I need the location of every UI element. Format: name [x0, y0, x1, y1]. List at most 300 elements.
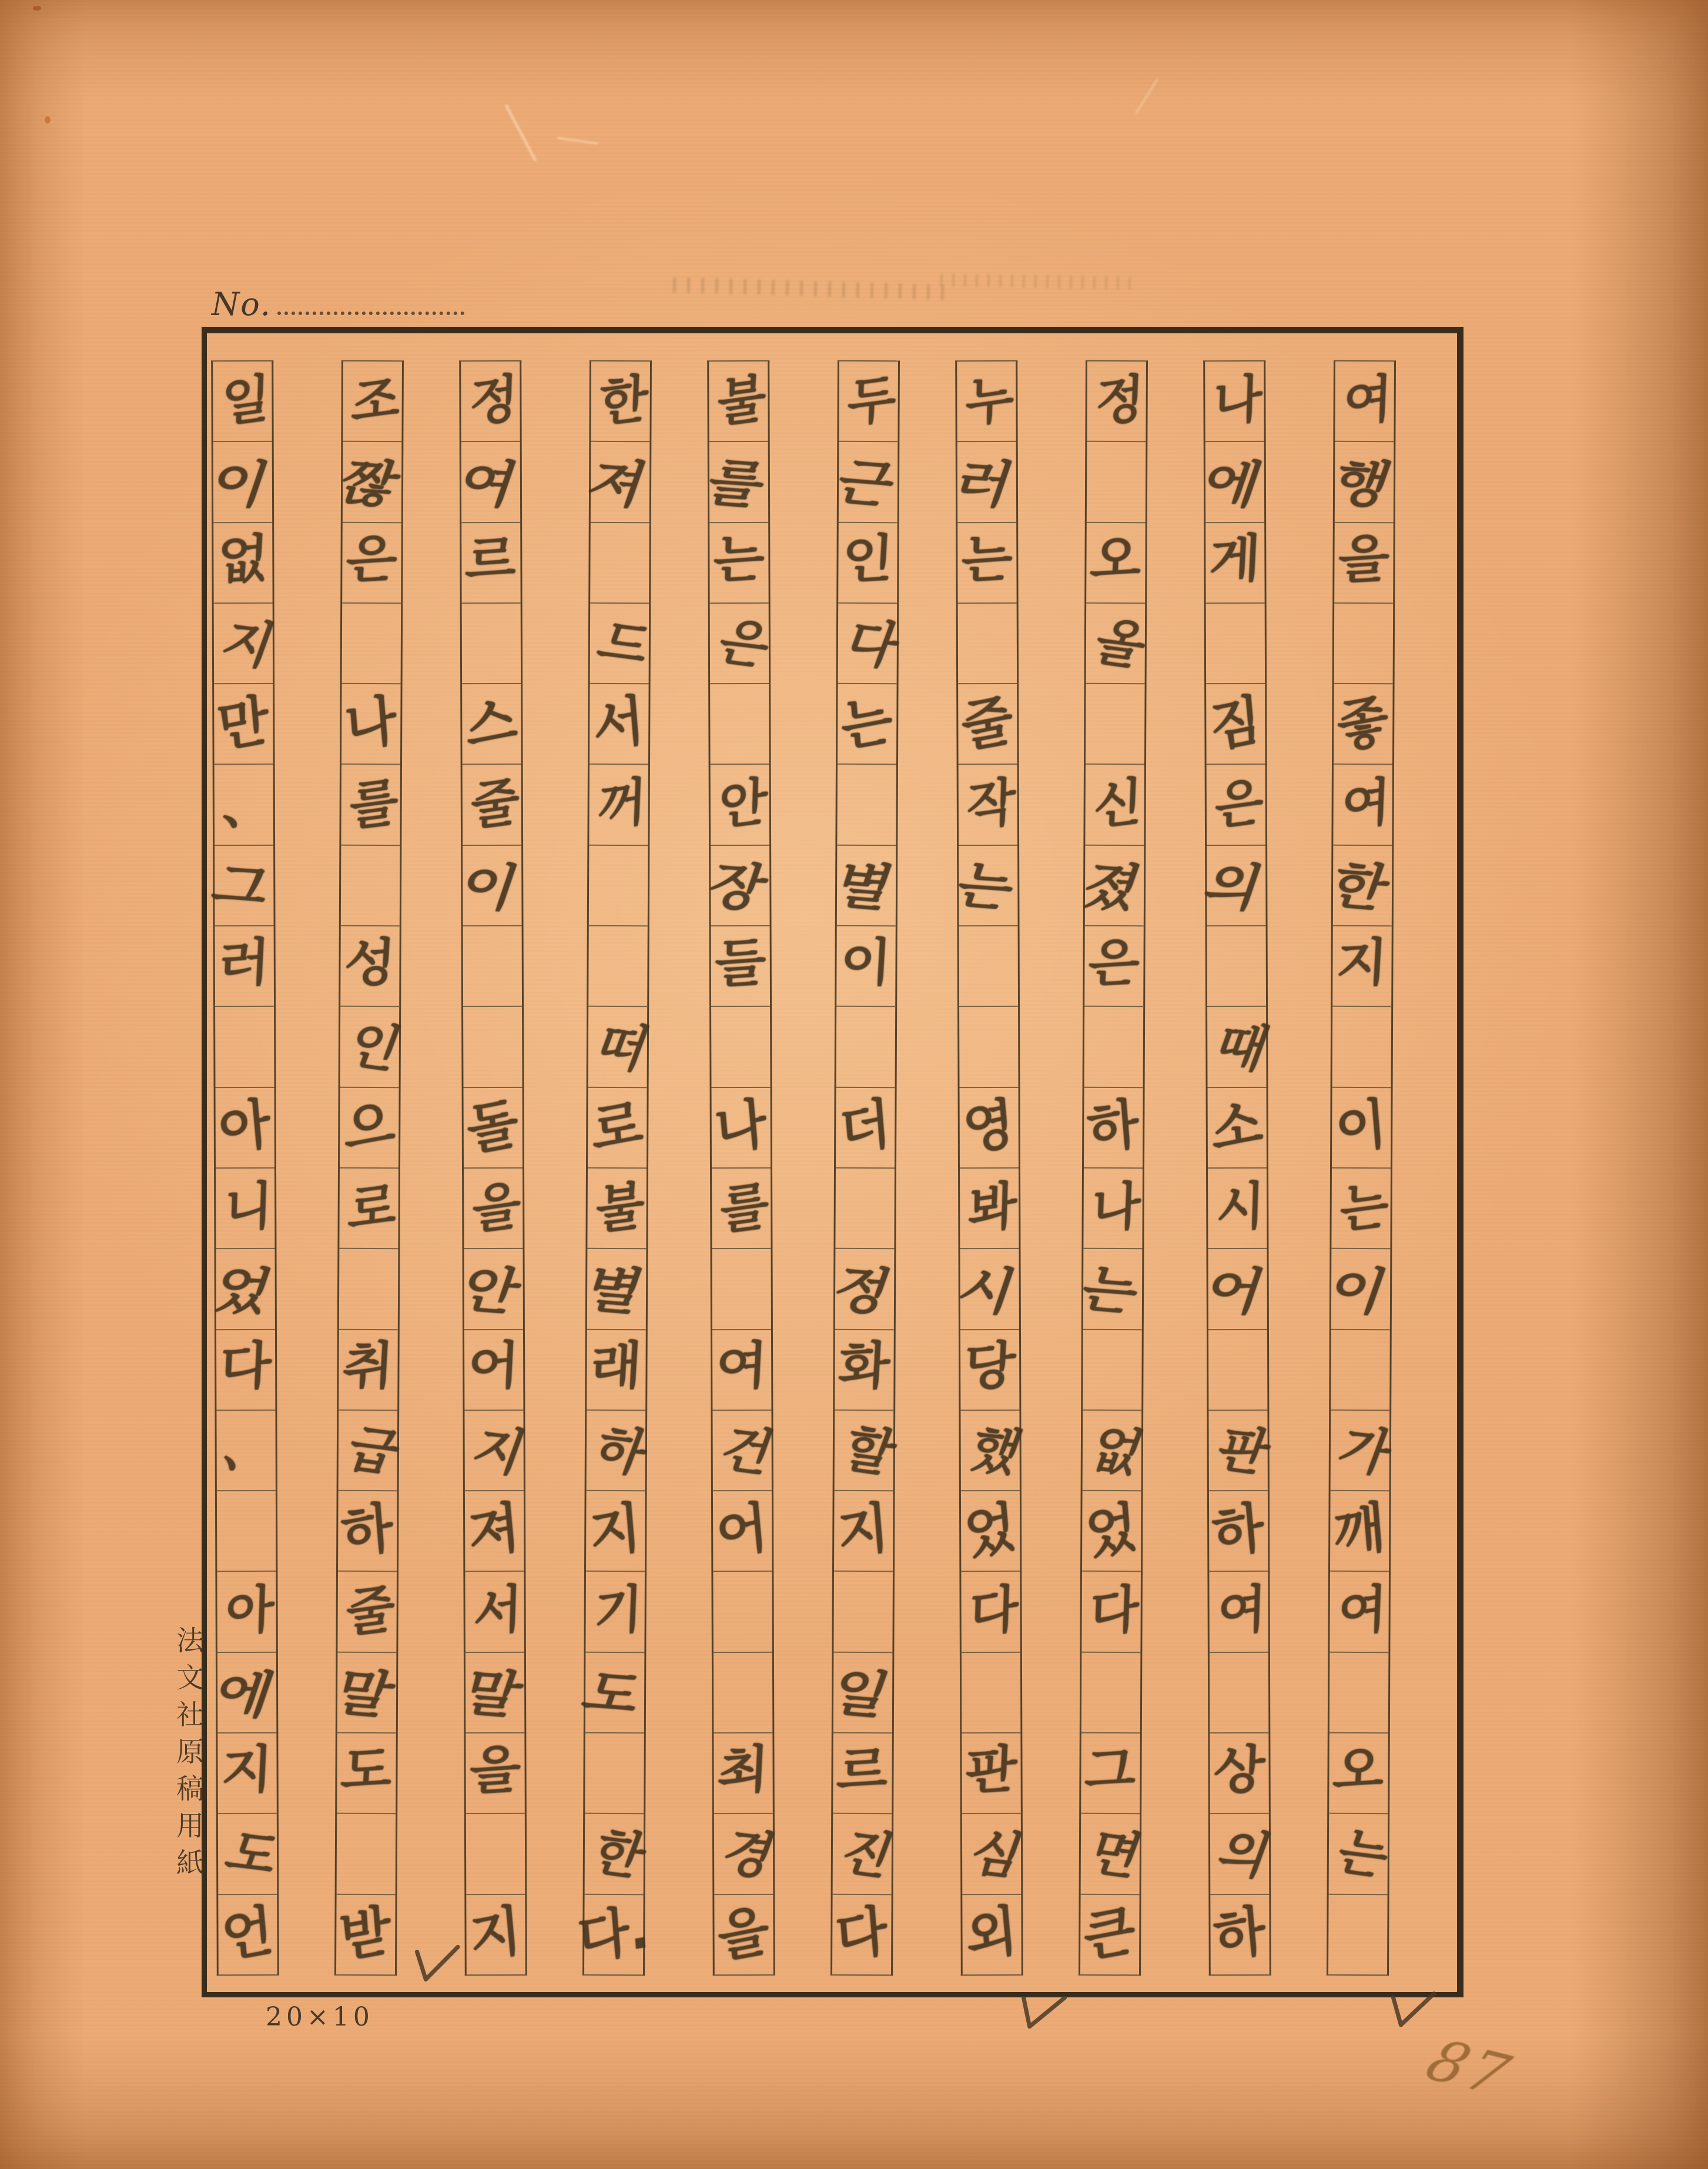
grid-cell	[958, 684, 1017, 765]
handwritten-char: 져	[465, 1495, 523, 1567]
handwritten-char: 줄	[470, 771, 521, 838]
handwritten-char: 좋	[1335, 688, 1392, 760]
grid-cell	[1084, 1007, 1144, 1088]
grid-cell	[218, 1814, 287, 1895]
grid-cell	[712, 1087, 771, 1169]
grid-cell	[1335, 362, 1394, 443]
grid-cell	[1206, 604, 1265, 685]
handwritten-char: 최	[716, 1739, 771, 1802]
grid-cell	[217, 1572, 276, 1653]
grid-cell	[1331, 1169, 1391, 1250]
grid-cell	[1209, 1491, 1268, 1572]
grid-cell	[835, 1411, 904, 1492]
manuscript-column-3	[1073, 360, 1156, 1976]
handwritten-char: 가	[1331, 1419, 1400, 1483]
grid-cell	[451, 442, 525, 523]
grid-cell	[961, 1491, 1020, 1572]
grid-cell	[1085, 765, 1144, 846]
handwritten-char: 다	[1089, 1578, 1140, 1644]
grid-cell	[1210, 1814, 1280, 1895]
grid-cell	[465, 1572, 524, 1653]
grid-cell	[837, 765, 896, 846]
handwritten-char: 을	[715, 1899, 772, 1971]
grid-cell	[950, 1249, 1024, 1330]
handwritten-char: 래	[589, 1335, 644, 1398]
handwritten-char: 지	[465, 1419, 534, 1483]
handwritten-char: 었	[962, 1495, 1019, 1567]
grid-cell	[339, 1249, 398, 1330]
handwritten-char: 떠	[588, 1016, 658, 1080]
grid-cell	[1086, 604, 1156, 685]
grid-cell	[1084, 926, 1144, 1007]
handwritten-char: 를	[349, 771, 400, 837]
handwritten-char: 졌	[1074, 856, 1150, 919]
handwritten-char: 도	[218, 1823, 287, 1886]
grid-cell	[960, 1330, 1019, 1411]
handwritten-char: 를	[699, 453, 773, 516]
handwritten-char: 지	[587, 1495, 644, 1567]
handwritten-char: 없	[1083, 1419, 1152, 1483]
handwritten-char: 하	[339, 1495, 396, 1567]
grid-cell	[960, 1411, 1030, 1492]
handwritten-char: 오	[1331, 1739, 1387, 1801]
grid-cell	[587, 1330, 646, 1411]
handwritten-char: 으	[341, 1092, 398, 1163]
handwritten-char: 오	[1089, 528, 1144, 591]
handwritten-char: 누	[964, 368, 1016, 434]
grid-cell	[1208, 1330, 1267, 1411]
handwritten-char: 나	[712, 1092, 769, 1164]
handwritten-char: 는	[712, 528, 766, 591]
grid-cell	[828, 442, 903, 523]
handwritten-char: 급	[339, 1419, 408, 1483]
corner-annotation: 87	[1416, 2027, 1523, 2110]
grid-cell	[217, 1733, 276, 1815]
manuscript-column-10	[203, 360, 287, 1976]
grid-cell	[339, 1169, 398, 1250]
handwritten-char: 다	[833, 1899, 890, 1970]
handwritten-char: 로	[347, 1175, 398, 1241]
handwritten-char: 짢	[332, 453, 407, 516]
handwritten-char: 불	[595, 1175, 646, 1241]
grid-cell	[958, 604, 1017, 685]
grid-cell	[1331, 1330, 1390, 1411]
handwritten-char: 다	[969, 1578, 1020, 1645]
handwritten-char: 、	[221, 771, 274, 838]
grid-cell	[1210, 1653, 1268, 1734]
grid-cell	[714, 1733, 772, 1815]
handwritten-char: 정	[1094, 368, 1146, 434]
grid-cell	[465, 1491, 524, 1572]
grid-cell	[960, 1087, 1019, 1169]
grid-cell	[713, 1491, 772, 1572]
grid-cell	[1205, 362, 1264, 443]
handwritten-char: 는	[839, 688, 896, 760]
handwritten-char: 은	[1087, 932, 1142, 994]
grid-cell	[839, 362, 898, 443]
handwritten-char: 취	[341, 1335, 396, 1398]
grid-cell	[1332, 926, 1392, 1007]
grid-cell	[1197, 846, 1271, 927]
grid-cell	[1087, 362, 1146, 443]
grid-cell	[1210, 1733, 1268, 1815]
grid-cell	[1074, 846, 1150, 927]
handwritten-char: 는	[1339, 1175, 1390, 1241]
grid-cell	[714, 1653, 772, 1734]
grid-cell	[203, 442, 277, 523]
grid-cell	[465, 1733, 524, 1815]
grid-cell	[590, 684, 649, 765]
manuscript-column-2	[1195, 360, 1280, 1976]
erased-pencil-smudge	[673, 277, 950, 300]
grid-cell	[463, 765, 521, 846]
handwritten-char: 시	[950, 1260, 1024, 1323]
handwritten-char: 줄	[345, 1578, 396, 1644]
grid-cell	[710, 604, 779, 685]
grid-cell	[961, 1572, 1020, 1653]
grid-cell	[1084, 1087, 1143, 1169]
handwritten-char: 하	[1085, 1092, 1142, 1163]
handwritten-char: 이	[453, 856, 527, 919]
dotted-line	[277, 283, 464, 315]
handwritten-char: 은	[1214, 771, 1265, 838]
grid-cell	[1082, 1491, 1141, 1572]
handwritten-char: 지	[220, 1739, 274, 1802]
handwritten-char: 불	[716, 368, 768, 434]
grid-cell	[1332, 1007, 1392, 1088]
handwritten-char: 지	[835, 1495, 892, 1567]
handwritten-char: 아	[216, 1092, 273, 1164]
handwritten-char: 꺼	[597, 771, 648, 837]
handwritten-char: 안	[454, 1260, 528, 1323]
manuscript-column-8	[451, 360, 534, 1976]
grid-cell	[466, 1814, 525, 1895]
grid-cell	[215, 1007, 274, 1088]
grid-cell	[454, 1249, 528, 1330]
handwritten-char: 여	[1217, 1578, 1268, 1645]
handwritten-char: 어	[714, 1495, 771, 1567]
handwritten-char: 하	[1211, 1899, 1268, 1971]
grid-cell	[1205, 523, 1264, 604]
grid-cell	[341, 684, 401, 765]
grid-cell	[957, 362, 1016, 443]
handwritten-char: 짐	[1207, 688, 1264, 760]
handwritten-char: 큰	[1081, 1899, 1138, 1970]
handwritten-char: 하	[587, 1419, 656, 1483]
grid-cell	[709, 523, 768, 604]
grid-cell	[1083, 1330, 1142, 1411]
grid-cell	[962, 1894, 1021, 1974]
grid-cell	[332, 442, 407, 523]
grid-cell	[1321, 1249, 1396, 1330]
handwritten-char: 도	[339, 1739, 394, 1801]
grid-size-caption: 20×10	[266, 2002, 374, 2032]
grid-cell	[957, 523, 1016, 604]
grid-cell	[336, 1894, 396, 1974]
handwritten-char: 어	[1198, 1260, 1272, 1323]
handwritten-char: 나	[1213, 368, 1264, 434]
grid-cell	[455, 1653, 530, 1734]
handwritten-char: 러	[947, 453, 1022, 516]
paper-crease	[557, 137, 598, 145]
paper-speck	[45, 116, 51, 123]
paper-crease	[1136, 78, 1159, 114]
page-number-line	[212, 283, 464, 323]
handwritten-char: 다	[838, 612, 907, 676]
manuscript-grid	[202, 327, 1463, 1997]
grid-cell	[711, 765, 769, 846]
handwritten-char: 소	[1208, 1092, 1265, 1164]
grid-cell	[1081, 1814, 1150, 1895]
grid-cell	[575, 1894, 652, 1974]
grid-cell	[1322, 846, 1398, 927]
handwritten-char: 두	[846, 368, 897, 434]
grid-cell	[580, 442, 655, 523]
grid-cell	[714, 1894, 773, 1974]
grid-cell	[464, 1087, 523, 1169]
handwritten-char: 심	[962, 1823, 1032, 1886]
handwritten-char: 그	[1083, 1739, 1138, 1801]
grid-cell	[1332, 1087, 1391, 1169]
grid-cell	[699, 442, 773, 523]
handwritten-char: 성	[343, 932, 398, 994]
grid-cell	[585, 1733, 644, 1815]
grid-cell	[838, 523, 897, 604]
handwritten-char: 했	[961, 1419, 1030, 1483]
grid-cell	[962, 1814, 1032, 1895]
handwritten-char: 더	[837, 1092, 894, 1163]
grid-cell	[206, 1249, 280, 1330]
check-mark-icon	[1384, 1982, 1438, 2037]
grid-cell	[214, 684, 273, 765]
handwritten-char: 언	[219, 1899, 276, 1971]
grid-cell	[710, 684, 769, 765]
grid-cell	[1206, 684, 1265, 765]
handwritten-char: 인	[840, 528, 896, 591]
handwritten-char: 장	[701, 856, 775, 919]
handwritten-char: 별	[826, 856, 902, 919]
grid-cell	[1208, 1169, 1267, 1250]
grid-cell	[1081, 1733, 1140, 1815]
handwritten-char: 의	[1210, 1823, 1280, 1886]
handwritten-char: 드	[590, 612, 659, 676]
grid-cell	[1083, 1169, 1143, 1250]
grid-cell	[466, 1894, 525, 1974]
grid-cell	[218, 1894, 277, 1974]
handwritten-char: 로	[589, 1092, 646, 1163]
handwritten-char: 어	[467, 1335, 521, 1398]
handwritten-char: 줄	[959, 688, 1016, 760]
grid-cell	[1081, 1653, 1141, 1734]
grid-cell	[962, 1653, 1020, 1734]
handwritten-char: 신	[1093, 771, 1144, 837]
handwritten-char: 상	[1212, 1739, 1267, 1802]
grid-cell	[836, 926, 896, 1007]
handwritten-char: 는	[1329, 1823, 1398, 1887]
grid-cell	[962, 1733, 1020, 1815]
check-mark-icon	[408, 1937, 461, 1990]
handwritten-char: 었	[1083, 1495, 1140, 1567]
grid-cell	[577, 1249, 652, 1330]
grid-cell	[714, 1814, 783, 1895]
grid-cell	[216, 1330, 275, 1411]
publisher-imprint: 法文社原稿用紙	[172, 1626, 204, 1885]
grid-cell	[590, 604, 659, 685]
handwritten-char: 다	[219, 1335, 273, 1398]
handwritten-char: 하	[1210, 1495, 1267, 1567]
handwritten-char: 아	[225, 1578, 276, 1645]
grid-cell	[834, 1491, 893, 1572]
handwritten-char: 정	[825, 1260, 900, 1323]
grid-cell	[832, 1894, 892, 1974]
grid-cell	[1208, 1411, 1278, 1492]
grid-cell	[463, 926, 522, 1007]
grid-cell	[1195, 442, 1270, 523]
grid-cell	[216, 1169, 274, 1250]
handwritten-char: 을	[468, 1739, 523, 1802]
grid-cell	[712, 1169, 771, 1250]
grid-cell	[589, 765, 648, 846]
manuscript-column-5	[823, 360, 907, 1976]
grid-cell	[1209, 1572, 1268, 1653]
grid-cell	[1080, 1894, 1140, 1974]
grid-cell	[462, 604, 521, 685]
grid-cell	[1087, 442, 1146, 523]
handwritten-char: 이	[1321, 1260, 1396, 1323]
handwritten-char: 기	[593, 1578, 644, 1644]
grid-cell	[575, 1653, 650, 1734]
grid-cell	[341, 846, 400, 927]
grid-cell	[464, 1411, 534, 1492]
grid-cell	[343, 362, 402, 443]
handwritten-char: 안	[718, 771, 769, 838]
handwritten-char: 만	[215, 688, 272, 760]
handwritten-char: 일	[823, 1663, 898, 1726]
grid-cell	[712, 1249, 771, 1330]
grid-cell	[959, 1007, 1018, 1088]
grid-cell	[586, 1491, 645, 1572]
grid-cell	[339, 1330, 398, 1411]
grid-cell	[959, 926, 1018, 1007]
grid-cell	[588, 926, 648, 1007]
handwritten-char: 는	[949, 856, 1023, 919]
grid-cell	[947, 442, 1022, 523]
grid-cell	[342, 523, 401, 604]
grid-cell	[589, 846, 648, 927]
grid-cell	[337, 1733, 396, 1815]
grid-cell	[464, 1169, 523, 1250]
handwritten-char: 을	[1337, 528, 1392, 591]
handwritten-char: 은	[344, 528, 400, 591]
grid-cell	[213, 523, 272, 604]
grid-cell	[1207, 1007, 1277, 1088]
grid-cell	[587, 1411, 656, 1492]
grid-cell	[463, 1007, 522, 1088]
grid-cell	[712, 1330, 771, 1411]
grid-cell	[711, 926, 770, 1007]
paper-crease	[505, 104, 537, 161]
handwritten-char: 건	[713, 1419, 782, 1483]
grid-cell	[836, 1007, 896, 1088]
grid-cell	[342, 604, 401, 685]
grid-cell	[461, 362, 520, 443]
grid-cell	[709, 362, 768, 443]
grid-cell	[337, 1572, 397, 1653]
grid-cell	[1331, 1411, 1400, 1492]
grid-cell	[701, 846, 775, 927]
grid-cell	[835, 1330, 894, 1411]
grid-cell	[1073, 1249, 1148, 1330]
handwritten-char: 인	[340, 1016, 410, 1080]
handwritten-char: 、	[216, 1419, 287, 1483]
handwritten-char: 이	[1333, 1092, 1390, 1163]
handwritten-char: 이	[203, 453, 277, 516]
grid-cell	[711, 1007, 770, 1088]
grid-cell	[588, 1087, 647, 1169]
paper-speck	[33, 6, 41, 11]
handwritten-char: 나	[343, 688, 400, 760]
grid-cell	[838, 604, 907, 685]
grid-cell	[213, 362, 272, 443]
grid-cell	[1330, 1491, 1389, 1572]
manuscript-column-1	[1321, 360, 1400, 1976]
handwritten-char: 봐	[967, 1175, 1018, 1241]
grid-cell	[835, 1169, 895, 1250]
handwritten-char: 러	[217, 932, 272, 995]
grid-cell	[217, 1491, 276, 1572]
grid-cell	[587, 1169, 647, 1250]
handwritten-char: 서	[591, 688, 648, 760]
grid-cell	[1329, 1733, 1388, 1815]
handwritten-char: 올	[1086, 612, 1156, 676]
no-label: No.	[212, 286, 272, 323]
grid-cell	[337, 1814, 396, 1895]
grid-cell	[453, 846, 527, 927]
handwritten-char: 한	[1322, 856, 1398, 919]
grid-cell	[1328, 1894, 1388, 1974]
grid-cell	[833, 1814, 902, 1895]
grid-cell	[216, 1087, 274, 1169]
handwritten-char: 깨	[1331, 1495, 1388, 1567]
grid-cell	[464, 1330, 523, 1411]
handwritten-char: 시	[1215, 1175, 1266, 1241]
grid-cell	[341, 765, 400, 846]
grid-cell	[712, 1411, 782, 1492]
handwritten-char: 지	[467, 1899, 524, 1971]
grid-cell	[340, 1087, 399, 1169]
handwritten-char: 돌	[464, 1092, 521, 1164]
grid-cell	[462, 684, 521, 765]
handwritten-char: 는	[1073, 1260, 1148, 1323]
grid-cell	[340, 1007, 410, 1088]
handwritten-char: 여	[1341, 771, 1392, 837]
handwritten-char: 스	[463, 688, 520, 760]
handwritten-char: 에	[207, 1663, 282, 1726]
grid-cell	[585, 1814, 654, 1895]
handwritten-char: 받	[337, 1899, 394, 1970]
grid-cell	[327, 1653, 402, 1734]
grid-cell	[1086, 523, 1146, 604]
grid-cell	[1329, 1572, 1389, 1653]
grid-cell	[1207, 926, 1266, 1007]
grid-cell	[1334, 604, 1394, 685]
handwritten-char: 판	[964, 1739, 1019, 1802]
handwritten-char: 정	[468, 368, 520, 434]
handwritten-char: 말	[327, 1663, 402, 1726]
grid-cell	[215, 926, 274, 1007]
manuscript-column-6	[699, 360, 783, 1976]
handwritten-char: 은	[710, 612, 779, 676]
